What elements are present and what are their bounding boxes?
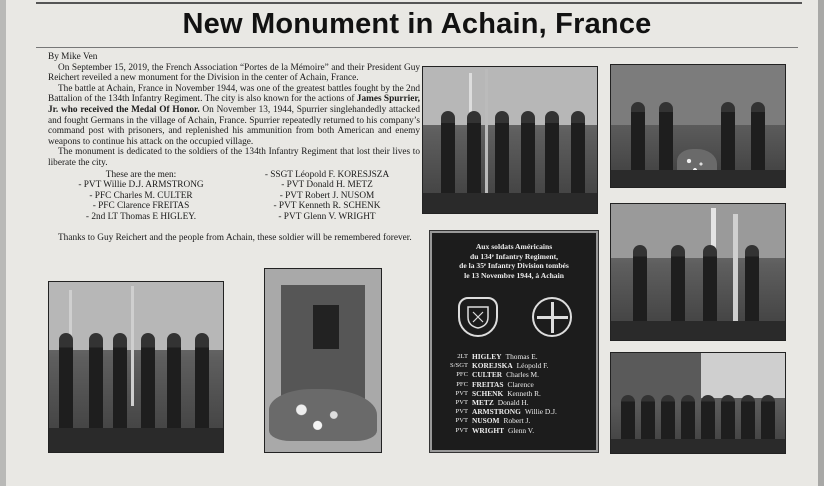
- paragraph-1: On September 15, 2019, the French Association “Portes de la Mémoire” and their President Guy Reichert reveiled a new monument for the Division in the center of Achain, France.: [48, 62, 420, 84]
- person-figure: [495, 111, 509, 199]
- photo-ground: [611, 321, 785, 340]
- roster-entry: - PFC Charles M. CULTER: [89, 190, 193, 201]
- plaque-given: Clarence: [507, 379, 534, 389]
- headline: New Monument in Achain, France: [182, 8, 652, 40]
- photo-ground: [423, 193, 597, 213]
- plaque-dedication: [438, 242, 590, 280]
- top-rule: [36, 2, 802, 4]
- plaque-line: Aux soldats Américains: [475, 242, 553, 251]
- photo-ground: [611, 439, 785, 453]
- photo-ground: [611, 170, 785, 187]
- person-figure: [701, 395, 715, 443]
- plaque-surname: METZ: [472, 398, 494, 408]
- plaque-surname: NUSOM: [472, 416, 500, 426]
- plaque-surname: FREITAS: [472, 379, 504, 389]
- flag-pole: [131, 286, 134, 406]
- headline-rule: [36, 47, 798, 48]
- roster-entry: - PVT Donald H. METZ: [281, 180, 373, 191]
- regiment-crest-icon: [458, 297, 498, 337]
- person-figure: [621, 395, 635, 443]
- plaque-rank: 2LT: [457, 353, 468, 360]
- photo-crowd: [610, 352, 786, 454]
- flag-pole: [485, 69, 488, 199]
- byline: By Mike Ven: [48, 52, 98, 62]
- roster-entry: - SSGT Léopold F. KORESJSZA: [264, 169, 390, 180]
- roster: [48, 170, 420, 223]
- person-figure: [661, 395, 675, 443]
- person-figure: [681, 395, 695, 443]
- plaque-name-row: [442, 380, 590, 389]
- page-edge: [818, 0, 824, 486]
- person-figure: [89, 333, 103, 435]
- newspaper-page: [6, 0, 818, 486]
- plaque-rank: PFC: [456, 371, 468, 379]
- division-cross-icon: [532, 297, 572, 337]
- roster-entry: - PVT Kenneth R. SCHENK: [273, 201, 381, 212]
- plaque-surname: SCHENK: [472, 388, 504, 398]
- plaque-rank: PVT: [455, 417, 468, 425]
- plaque-surname: WRIGHT: [472, 425, 505, 435]
- person-figure: [641, 395, 655, 443]
- plaque-rank: PVT: [455, 389, 468, 397]
- paragraph-2-text-b: On November 13, 1944, Spurrier singlehandedly attacked and fought Germans in the village of Achain, France. Spurrier repeatedly returned to his company’s command post with prisoners, and replenished his ammunition from both American and enemy weapons to continue his attack on the occupied village.: [48, 104, 420, 147]
- monument-plaque: [313, 305, 339, 349]
- photo-dignitaries: [610, 64, 786, 188]
- closing-paragraph: Thanks to Guy Reichert and the people from Achain, these soldier will be remembered forever.: [58, 232, 412, 243]
- plaque-line: du 134ᵉ Infantry Regiment,: [469, 251, 559, 261]
- plaque-given: Robert J.: [503, 416, 531, 426]
- person-figure: [467, 111, 481, 199]
- paragraph-2-text-a: The battle at Achain, France in November 1944, was one of the greatest battles fought by the 2nd Battalion of the 134th Infantry Regiment. The city is also known for the actions of: [48, 83, 420, 105]
- person-figure: [721, 102, 735, 175]
- plaque-name-row: [442, 407, 590, 416]
- roster-entry: - PVT Willie D.J. ARMSTRONG: [78, 180, 204, 191]
- person-figure: [167, 333, 181, 435]
- plaque-names: [442, 352, 590, 435]
- person-figure: [571, 111, 585, 199]
- person-figure: [745, 245, 759, 327]
- photo-ground: [49, 428, 223, 452]
- plaque-name-row: [442, 361, 590, 370]
- person-figure: [761, 395, 775, 443]
- plaque-surname: KOREJSKA: [472, 361, 513, 371]
- roster-entry: - PVT Glenn V. WRIGHT: [278, 211, 376, 222]
- memorial-plaque: [430, 231, 598, 452]
- person-figure: [195, 333, 209, 435]
- plaque-surname: HIGLEY: [472, 352, 502, 361]
- person-figure: [441, 111, 455, 199]
- plaque-given: Donald H.: [497, 398, 529, 408]
- paragraph-3: The monument is dedicated to the soldiers of the 134th Infantry Regiment that lost their lives to liberate the city.: [48, 147, 420, 168]
- plaque-rank: PFC: [456, 380, 468, 388]
- plaque-line: de la 35ᵉ Infantry Division tombés: [459, 261, 569, 271]
- plaque-rank: PVT: [455, 426, 468, 434]
- photo-flag-bearers: [610, 203, 786, 341]
- paragraph-2: [48, 84, 420, 148]
- person-figure: [671, 245, 685, 327]
- plaque-name-row: [442, 416, 590, 425]
- person-figure: [141, 333, 155, 435]
- photo-monument-flowers: [264, 268, 382, 453]
- person-figure: [521, 111, 535, 199]
- person-figure: [631, 102, 645, 175]
- crest-shield-icon: [465, 304, 491, 330]
- roster-left-column: [48, 170, 234, 223]
- plaque-name-row: [442, 389, 590, 398]
- photo-ceremony-speakers: [48, 281, 224, 453]
- plaque-name-row: [442, 426, 590, 435]
- roster-entry: - 2nd LT Thomas E HIGLEY.: [85, 211, 197, 222]
- plaque-given: Kenneth R.: [507, 388, 541, 398]
- flower-wreaths: [269, 389, 377, 441]
- plaque-name-row: [442, 370, 590, 379]
- plaque-given: Thomas E.: [505, 352, 538, 361]
- flag-pole: [733, 214, 738, 324]
- person-figure: [59, 333, 73, 435]
- plaque-surname: ARMSTRONG: [472, 407, 521, 417]
- medal-of-honor-highlight: James Spurrier, Jr. who received the Medal Of Honor.: [48, 94, 420, 115]
- person-figure: [751, 102, 765, 175]
- roster-entry: - PFC Clarence FREITAS: [92, 201, 190, 212]
- roster-right-column: [234, 170, 420, 223]
- plaque-rank: PVT: [455, 399, 468, 407]
- plaque-rank: PVT: [455, 408, 468, 416]
- person-figure: [659, 102, 673, 175]
- plaque-given: Glenn V.: [508, 425, 535, 435]
- photo-color-guard: [422, 66, 598, 214]
- person-figure: [545, 111, 559, 199]
- plaque-rank: S/SGT: [450, 362, 468, 370]
- plaque-line: le 13 Novembre 1944, à Achain: [464, 270, 564, 280]
- plaque-surname: CULTER: [472, 370, 503, 380]
- plaque-given: Léopold F.: [516, 361, 549, 371]
- article-body: [48, 52, 420, 243]
- person-figure: [741, 395, 755, 443]
- person-figure: [721, 395, 735, 443]
- roster-entry: - PVT Robert J. NUSOM: [279, 190, 375, 201]
- person-figure: [703, 245, 717, 327]
- plaque-given: Willie D.J.: [524, 407, 557, 417]
- plaque-given: Charles M.: [506, 370, 539, 380]
- plaque-name-row: [442, 352, 590, 361]
- roster-heading: These are the men:: [105, 169, 177, 180]
- person-figure: [113, 333, 127, 435]
- person-figure: [633, 245, 647, 327]
- plaque-name-row: [442, 398, 590, 407]
